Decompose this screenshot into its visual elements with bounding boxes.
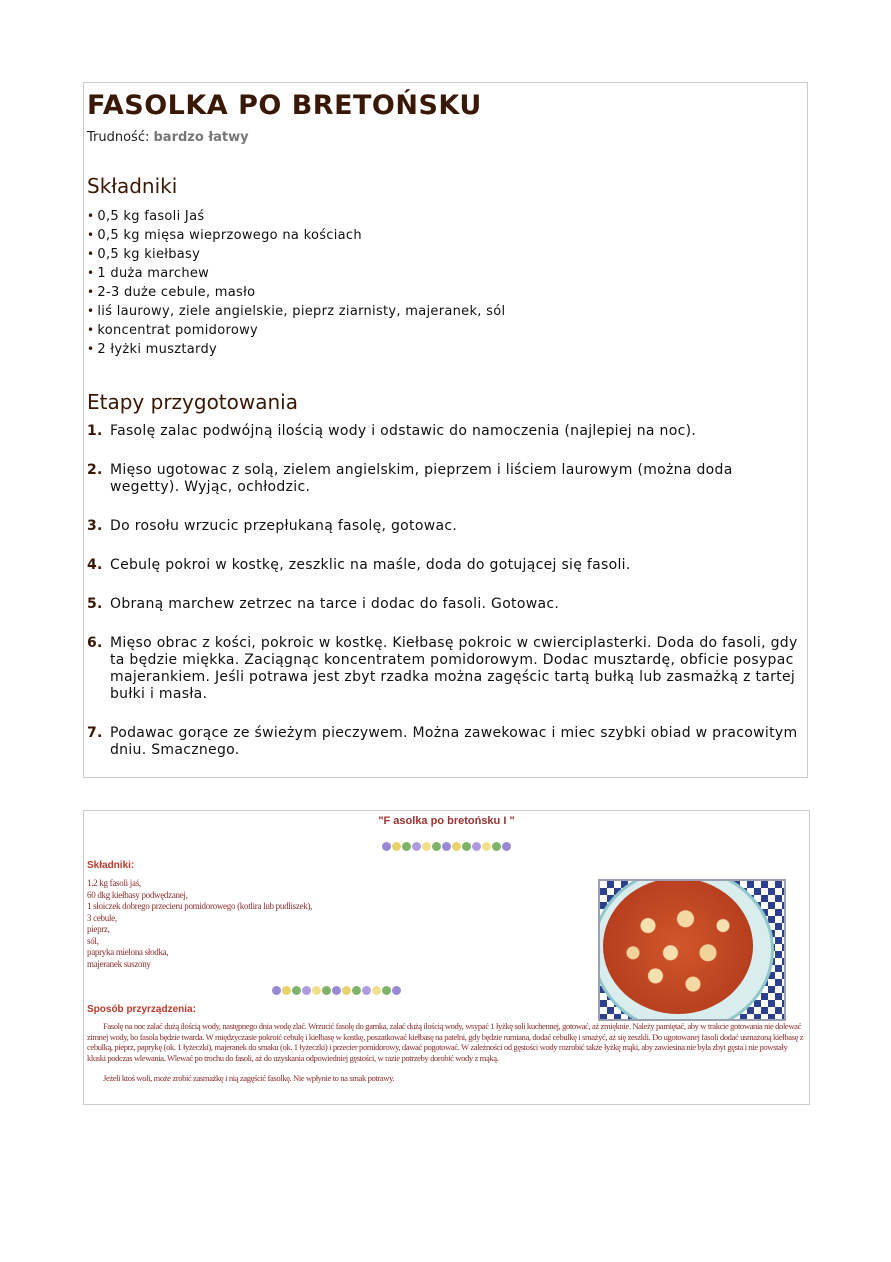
bullet-icon: • xyxy=(87,285,95,299)
bullet-icon: • xyxy=(87,266,95,280)
step-item: 2. Mięso ugotowac z solą, zielem angielskim, pieprzem i liściem laurowym (można doda wegetty). Wyjąc, ochłodzic. xyxy=(87,462,733,495)
list-item: 60 dkg kiełbasy podwędzanej, xyxy=(87,889,188,900)
second-ingredients-label: Składniki: xyxy=(87,860,135,871)
bullet-icon: • xyxy=(87,342,95,356)
list-item: majeranek suszony xyxy=(87,958,151,969)
bowl-image xyxy=(598,879,774,1021)
recipe-card xyxy=(83,82,808,778)
list-item: 1 słoiczek dobrego przecieru pomidorowego (kotlira lub pudliszek), xyxy=(87,901,313,911)
list-item: • 0,5 kg kiełbasy xyxy=(87,247,201,262)
step-item: 3. Do rosołu wrzucic przepłukaną fasolę, gotowac. xyxy=(87,518,458,534)
list-item: • 0,5 kg mięsa wieprzowego na kościach xyxy=(87,228,362,243)
list-item: • koncentrat pomidorowy xyxy=(87,323,258,338)
step-item: 6. Mięso obrac z kości, pokroic w kostkę. Kiełbasę pokroic w cwierciplasterki. Doda do fasoli, gdy ta będzie miękka. Zaciągnąc koncentratem pomidorowym. Dodac musztardę, obficie posypac majerankiem. Jeśli potrawa jest zbyt rzadka można zagęścic tartą bułką lub zasmażką z tartej bułki i masła. xyxy=(87,635,798,702)
difficulty-label: Trudność: xyxy=(87,130,150,145)
step-item: 5. Obraną marchew zetrzec na tarce i dodac do fasoli. Gotowac. xyxy=(87,596,560,612)
list-item: • liś laurowy, ziele angielskie, pieprz ziarnisty, majeranek, sól xyxy=(87,304,506,319)
list-item: • 0,5 kg fasoli Jaś xyxy=(87,209,205,224)
list-item: sól, xyxy=(87,935,99,946)
bullet-icon: • xyxy=(87,228,95,242)
step-item: 1. Fasolę zalac podwójną ilością wody i odstawic do namoczenia (najlepiej na noc). xyxy=(87,423,697,439)
difficulty-line xyxy=(87,129,804,147)
second-recipe-card xyxy=(83,810,810,1105)
flower-divider-icon xyxy=(272,984,401,996)
bullet-icon: • xyxy=(87,209,95,223)
list-item: 3 cebule, xyxy=(87,912,117,923)
list-item: papryka mielona słodka, xyxy=(87,947,169,957)
bullet-icon: • xyxy=(87,247,95,261)
steps-list xyxy=(87,423,804,759)
bullet-icon: • xyxy=(87,304,95,318)
steps-heading: Etapy przygotowania xyxy=(87,390,298,414)
second-prep-text xyxy=(87,1021,807,1094)
list-item: • 1 duża marchew xyxy=(87,266,210,281)
second-ingredients-list xyxy=(87,878,312,970)
list-item: 1.2 kg fasoli jaś, xyxy=(87,878,141,888)
list-item: • 2 łyżki musztardy xyxy=(87,342,218,357)
flower-divider-icon xyxy=(382,840,511,852)
ingredients-list xyxy=(87,207,804,359)
recipe-title: FASOLKA PO BRETOŃSKU xyxy=(87,90,482,121)
ingredients-heading: Składniki xyxy=(87,174,178,198)
bullet-icon: • xyxy=(87,323,95,337)
prep-paragraph: Jeżeli ktoś woli, może zrobić zasmażkę i nią zagęścić fasolkę. Nie wpłynie to na smak potrawy. xyxy=(103,1073,395,1083)
difficulty-value: bardzo łatwy xyxy=(153,130,249,145)
list-item: pieprz, xyxy=(87,924,110,934)
beans-image xyxy=(603,879,753,1014)
step-item: 7. Podawac gorące ze świeżym pieczywem. Można zawekowac i miec szybki obiad w pracowitym dniu. Smacznego. xyxy=(87,725,798,758)
prep-paragraph: Fasolę na noc zalać dużą ilością wody, następnego dnia wodę zlać. Wrzucić fasolę do garnka, zalać dużą ilością wody, wsypać 1 łyżkę soli kuchennej, gotować, aż zmięknie. Należy pamiętać, aby w trakcie gotowania nie dolewać zimnej wody, bo fasola będzie twarda. W międzyczasie pokroić cebulę i kiełbasę w kostkę, poszatkować kiełbasę na patelni, gdy będzie rumiana, dodać cebulkę i smażyć, aż się zeszkli. Do ugotowanej fasoli dodać usmażoną kiełbasę z cebulką, pieprz, paprykę (ok. 1 łyżeczki), majeranek do smaku (ok. 1 łyżeczki) i przecier pomidorowy, dawać pogotować. W zależności od gęstości wody rozrobić także łyżkę mąki, aby zawiesina nie była zbyt gęsta i nie powstały kluski podczas wlewania. Wlewać po trochu do fasoli, aż do uzyskania odpowiedniej gęstości, w razie potrzeby dorobić wody z mąką. xyxy=(87,1021,804,1063)
dish-photo xyxy=(598,879,786,1021)
second-prep-label: Sposób przyrządzenia: xyxy=(87,1004,196,1015)
second-recipe-title: "F asolka po bretońsku I " xyxy=(378,815,515,827)
step-item: 4. Cebulę pokroi w kostkę, zeszklic na maśle, doda do gotującej się fasoli. xyxy=(87,557,631,573)
list-item: • 2-3 duże cebule, masło xyxy=(87,285,256,300)
